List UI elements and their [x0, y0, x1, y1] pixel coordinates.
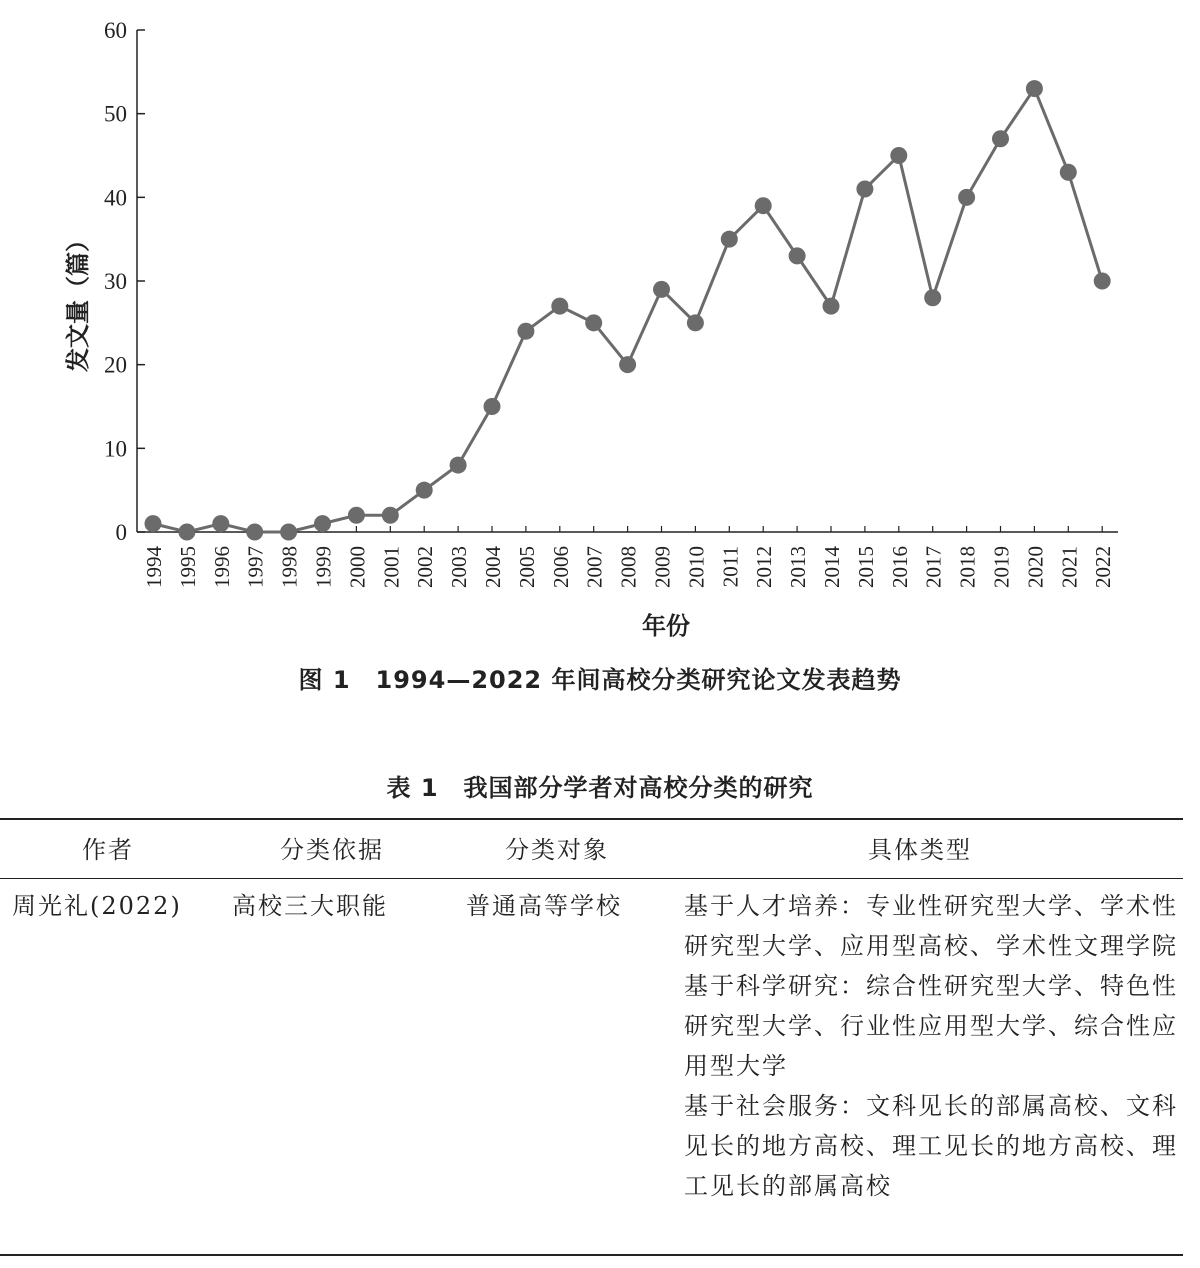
x-tick-label: 2020	[1023, 546, 1048, 588]
data-point	[145, 515, 162, 532]
series-line	[153, 89, 1102, 532]
table-caption: 表 1 我国部分学者对高校分类的研究	[386, 774, 814, 802]
x-tick-label: 2006	[548, 546, 573, 588]
x-tick-label: 2007	[582, 546, 607, 588]
x-tick-label: 2013	[786, 546, 811, 588]
data-point	[619, 356, 636, 373]
header-author: 作者	[82, 836, 134, 864]
type-service: 基于社会服务：文科见长的部属高校、文科见长的地方高校、理工见长的地方高校、理工见长的部属高校	[684, 1092, 1178, 1200]
cell-basis: 高校三大职能	[232, 892, 388, 920]
x-axis-label: 年份	[642, 614, 690, 640]
x-tick-label: 1997	[243, 546, 268, 588]
cell-object: 普通高等学校	[466, 892, 622, 920]
data-point	[789, 247, 806, 264]
type-talent: 基于人才培养：专业性研究型大学、学术性研究型大学、应用型高校、学术性文理学院	[684, 892, 1178, 960]
data-point	[348, 507, 365, 524]
x-tick-label: 2003	[447, 546, 472, 588]
table-bottom-rule	[0, 1254, 1183, 1256]
data-point	[484, 398, 501, 415]
data-point	[585, 314, 602, 331]
x-tick-label: 2008	[616, 546, 641, 588]
y-axis-label: 发文量（篇）	[66, 228, 92, 372]
data-point	[687, 314, 704, 331]
header-basis: 分类依据	[280, 836, 384, 864]
table-top-rule	[0, 818, 1183, 820]
data-point	[551, 298, 568, 315]
data-point	[856, 180, 873, 197]
y-axis	[104, 18, 145, 545]
series-publications	[145, 80, 1111, 540]
x-tick-label: 1998	[277, 546, 302, 588]
data-point	[382, 507, 399, 524]
x-tick-label: 2016	[887, 546, 912, 588]
x-tick-label: 2004	[481, 546, 505, 588]
data-point	[246, 524, 263, 541]
x-tick-label: 2019	[989, 546, 1014, 588]
data-point	[280, 524, 297, 541]
x-tick-label: 1996	[209, 546, 234, 588]
data-point	[1026, 80, 1043, 97]
data-point	[517, 323, 534, 340]
type-research: 基于科学研究：综合性研究型大学、特色性研究型大学、行业性应用型大学、综合性应用型大学	[684, 972, 1178, 1080]
x-tick-label: 2012	[752, 546, 777, 588]
y-tick-label: 60	[104, 18, 127, 43]
x-tick-label: 2017	[921, 546, 946, 588]
data-point	[314, 515, 331, 532]
x-tick-label: 2002	[413, 546, 438, 588]
x-tick-label: 2015	[853, 546, 878, 588]
data-point	[1060, 164, 1077, 181]
data-point	[1094, 273, 1111, 290]
x-tick-label: 2009	[650, 546, 675, 588]
figure-caption: 图 1 1994—2022 年间高校分类研究论文发表趋势	[298, 666, 902, 694]
data-point	[450, 457, 467, 474]
data-point	[823, 298, 840, 315]
data-point	[416, 482, 433, 499]
table-header-rule	[0, 878, 1183, 879]
x-tick-label: 2010	[684, 546, 709, 588]
x-tick-label: 2000	[345, 546, 370, 588]
y-tick-label: 30	[104, 269, 127, 294]
data-point	[755, 197, 772, 214]
data-point	[958, 189, 975, 206]
data-point	[890, 147, 907, 164]
data-point	[178, 524, 195, 541]
x-tick-label: 2001	[379, 546, 404, 588]
data-point	[212, 515, 229, 532]
data-point	[992, 130, 1009, 147]
x-tick-label: 1995	[175, 546, 200, 588]
x-tick-label: 2018	[955, 546, 980, 588]
y-tick-label: 10	[104, 436, 127, 462]
header-types: 具体类型	[868, 836, 972, 864]
header-object: 分类对象	[505, 836, 609, 864]
x-tick-label: 2014	[820, 546, 844, 588]
x-tick-label: 1994	[142, 546, 166, 588]
data-point	[721, 231, 738, 248]
x-tick-label: 2005	[514, 546, 539, 588]
cell-types	[684, 886, 1179, 1206]
x-tick-label: 2021	[1057, 546, 1082, 588]
data-point	[924, 289, 941, 306]
y-tick-label: 0	[115, 520, 127, 545]
x-tick-label: 2022	[1091, 546, 1116, 588]
y-tick-label: 20	[104, 352, 127, 378]
y-tick-label: 50	[104, 101, 127, 127]
x-tick-label: 1999	[311, 546, 336, 588]
cell-author: 周光礼(2022)	[12, 892, 182, 920]
x-tick-label: 2011	[718, 546, 743, 588]
data-point	[653, 281, 670, 298]
y-tick-label: 40	[104, 185, 127, 211]
